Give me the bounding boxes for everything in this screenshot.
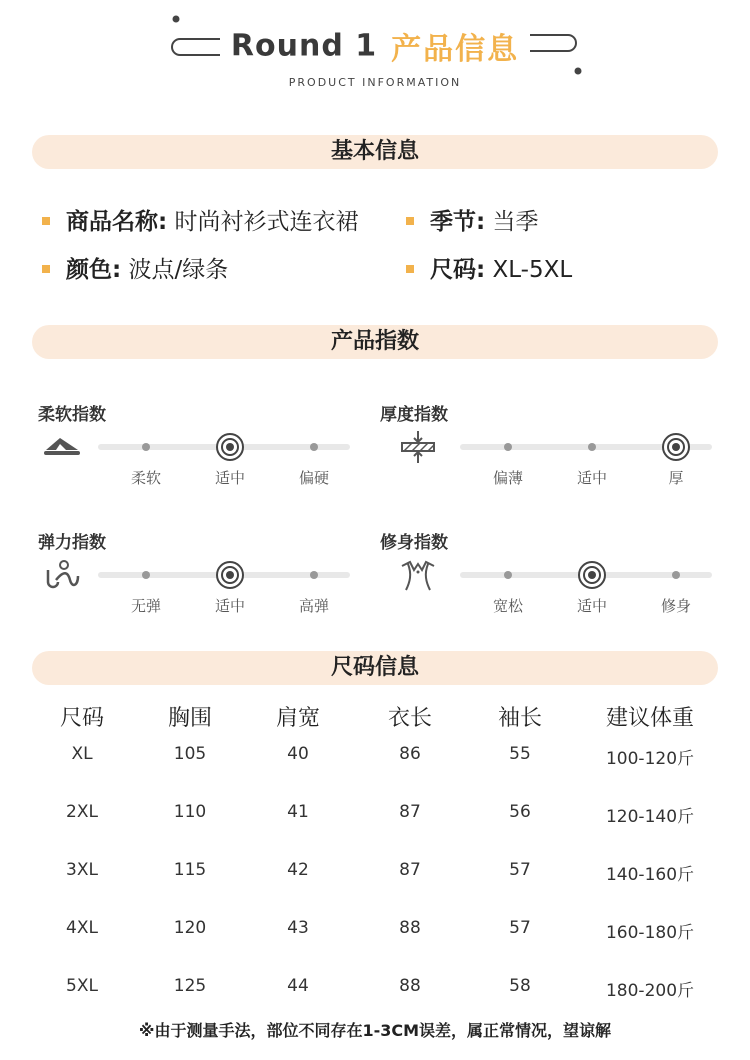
metric-stop-dot — [504, 443, 512, 451]
table-cell: 140-160斤 — [605, 865, 695, 885]
metric-stop-dot — [310, 443, 318, 451]
table-header: 建议体重 — [605, 706, 694, 731]
title-cn: 产品信息 — [391, 32, 520, 67]
metric-option-label: 无弹 — [130, 597, 161, 615]
bullet-square-icon — [42, 217, 50, 225]
table-cell: 44 — [287, 976, 309, 996]
metric-selected-marker — [662, 433, 690, 461]
metric-stop-dot — [310, 571, 318, 579]
footnote: ※由于测量手法，部位不同存在1-3CM误差，属正常情况，望谅解 — [138, 1021, 612, 1040]
table-cell: 125 — [173, 976, 207, 996]
info-item-name: 商品名称: 时尚衬衫式连衣裙 — [42, 207, 359, 237]
stretch-icon — [42, 558, 82, 592]
metric-option-label: 偏薄 — [492, 469, 523, 487]
section-bar-index: 产品指数 — [32, 325, 718, 359]
table-cell: 40 — [287, 744, 309, 764]
table-cell: 120 — [173, 918, 207, 938]
metric-option-label: 偏硬 — [298, 469, 329, 487]
bullet-square-icon — [406, 265, 414, 273]
page-title — [0, 24, 750, 70]
metric-selected-marker — [216, 561, 244, 589]
metric-option-label: 适中 — [214, 469, 245, 487]
metric-option-label: 高弹 — [298, 597, 329, 615]
section-bar-size: 尺码信息 — [32, 651, 718, 685]
table-cell: 41 — [287, 802, 309, 822]
section-bar-basic: 基本信息 — [32, 135, 718, 169]
metric-stop-dot — [142, 571, 150, 579]
bullet-square-icon — [42, 265, 50, 273]
table-cell: 56 — [509, 802, 531, 822]
table-cell: 57 — [509, 860, 531, 880]
metric-title: 弹力指数 — [38, 533, 106, 553]
metric-option-label: 柔软 — [130, 469, 161, 487]
thickness-icon — [398, 430, 438, 464]
table-cell: 180-200斤 — [605, 981, 695, 1001]
page-subtitle: PRODUCT INFORMATION — [288, 76, 462, 89]
fit-icon — [398, 558, 438, 592]
metric-stop-dot — [672, 571, 680, 579]
table-cell: 120-140斤 — [605, 807, 695, 827]
round-label: Round 1 — [230, 28, 378, 64]
table-cell: 5XL — [66, 976, 98, 996]
table-cell: 100-120斤 — [605, 749, 695, 769]
metric-selected-marker — [578, 561, 606, 589]
table-cell: 88 — [399, 918, 421, 938]
table-cell: XL — [71, 744, 93, 764]
table-row — [0, 744, 750, 768]
metric-option-label: 修身 — [660, 597, 691, 615]
metric-option-label: 宽松 — [492, 597, 523, 615]
table-cell: 3XL — [66, 860, 98, 880]
metric-option-label: 适中 — [214, 597, 245, 615]
bullet-square-icon — [406, 217, 414, 225]
table-cell: 55 — [509, 744, 531, 764]
table-cell: 115 — [173, 860, 207, 880]
table-cell: 58 — [509, 976, 531, 996]
table-cell: 110 — [173, 802, 207, 822]
metric-title: 厚度指数 — [380, 405, 448, 425]
slipper-icon — [42, 430, 82, 464]
table-cell: 2XL — [66, 802, 98, 822]
table-header: 肩宽 — [275, 706, 320, 731]
info-item-color: 颜色: 波点/绿条 — [42, 255, 228, 285]
metric-stop-dot — [504, 571, 512, 579]
table-cell: 87 — [399, 860, 421, 880]
metric-option-label: 厚 — [668, 469, 684, 487]
table-cell: 43 — [287, 918, 309, 938]
metric-option-label: 适中 — [576, 597, 607, 615]
table-header: 衣长 — [387, 706, 432, 731]
info-item-size: 尺码: XL-5XL — [406, 255, 572, 285]
metric-stop-dot — [142, 443, 150, 451]
table-header: 尺码 — [59, 706, 104, 731]
metric-stop-dot — [588, 443, 596, 451]
table-row — [0, 976, 750, 1000]
table-row — [0, 802, 750, 826]
metric-option-label: 适中 — [576, 469, 607, 487]
metric-selected-marker — [216, 433, 244, 461]
table-header: 胸围 — [167, 706, 212, 731]
table-cell: 4XL — [66, 918, 98, 938]
table-cell: 42 — [287, 860, 309, 880]
table-cell: 57 — [509, 918, 531, 938]
table-cell: 160-180斤 — [605, 923, 695, 943]
table-cell: 105 — [173, 744, 207, 764]
table-row — [0, 918, 750, 942]
table-row — [0, 860, 750, 884]
metric-title: 柔软指数 — [38, 405, 106, 425]
table-header: 袖长 — [497, 706, 542, 731]
info-item-season: 季节: 当季 — [406, 207, 539, 237]
table-cell: 88 — [399, 976, 421, 996]
metric-title: 修身指数 — [380, 533, 448, 553]
table-cell: 87 — [399, 802, 421, 822]
table-cell: 86 — [399, 744, 421, 764]
